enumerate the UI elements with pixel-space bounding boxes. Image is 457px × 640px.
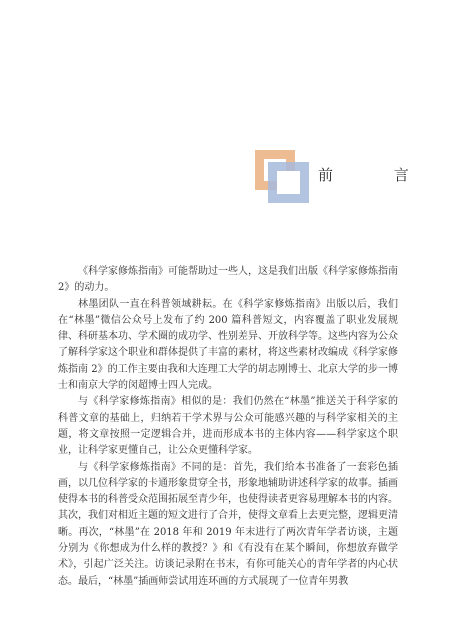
decorative-squares-logo [255,150,311,204]
paragraph: 与《科学家修炼指南》相似的是：我们仍然在“林墨”推送关于科学家的科普文章的基础上，归纳若干学术界与公众可能感兴趣的与科学家相关的主题，将文章按照一定逻辑合并，进而形成本书的主体内容——科学家这个职业，让科学家更懂自己，让公众更懂科学家。 [58,396,398,457]
paragraph: 林墨团队一直在科普领域耕耘。在《科学家修炼指南》出版以后，我们在“林墨”微信公众号上发布了约 200 篇科普短文，内容覆盖了职业发展规律、科研基本功、学术圈的成功学、性别差异、开放科学等。这些内容为公众了解科学家这个职业和群体提供了丰富的素材，将这些素材改编成《科学家修炼指南 2》的工作主要由我和大连理工大学的胡志刚博士、北京大学的步一博士和南京大学的闵超博士四人完成。 [58,298,398,392]
page-title: 前 言 [318,166,437,184]
paragraph: 《科学家修炼指南》可能帮助过一些人，这是我们出版《科学家修炼指南 2》的动力。 [58,266,398,294]
preface-body [58,264,398,590]
paragraph: 与《科学家修炼指南》不同的是：首先，我们给本书准备了一套彩色插画，以几位科学家的卡通形象贯穿全书，形象地辅助讲述科学家的故事。插画使得本书的科普受众范围拓展至青少年，也使得读者更容易理解本书的内容。其次，我们对相近主题的短文进行了合并，使得文章看上去更完整，逻辑更清晰。再次，“林墨”在 2018 年和 2019 年末进行了两次青年学者访谈，主题分别为《你想成为什么样的教授？》和《有没有在某个瞬间，你想放弃做学术》，引起广泛关注。访谈记录附在书末，有你可能关心的青年学者的内心状态。最后，“林墨”插画师尝试用连环画的方式展现了一位青年男教 [58,461,398,587]
